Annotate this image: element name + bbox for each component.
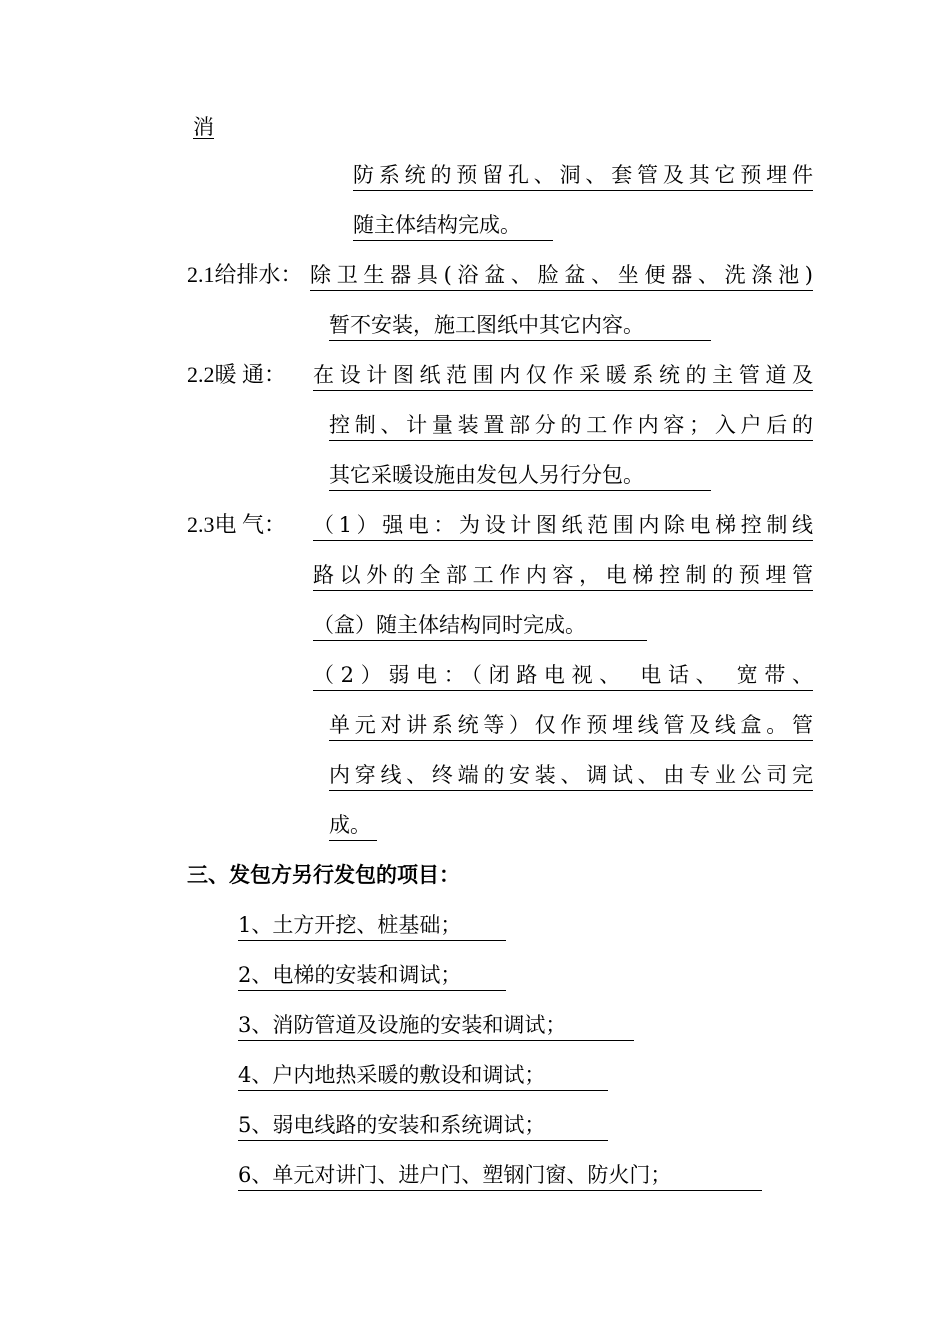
section-2-3-line-1: （1）强电：为设计图纸范围内除电梯控制线 xyxy=(313,513,813,537)
section-2-3-line-6: 内穿线、终端的安装、调试、由专业公司完 xyxy=(329,763,813,787)
underline xyxy=(238,990,506,991)
section-3-item-5: 5、弱电线路的安装和系统调试； xyxy=(238,1113,546,1137)
underline xyxy=(313,590,813,591)
underline xyxy=(313,540,813,541)
underline xyxy=(238,1140,608,1141)
section-2-3-line-5: 单元对讲系统等）仅作预埋线管及线盒。管 xyxy=(329,713,813,737)
section-2-2-line-3: 其它采暖设施由发包人另行分包。 xyxy=(329,463,644,487)
section-2-3-line-2: 路以外的全部工作内容，电梯控制的预埋管 xyxy=(313,563,813,587)
section-2-1-line-1: 除卫生器具(浴盆、脸盆、坐便器、洗涤池) xyxy=(310,263,813,287)
section-3-item-6: 6、单元对讲门、进户门、塑钢门窗、防火门； xyxy=(238,1163,672,1187)
text-line-fire-start: 消 xyxy=(193,115,214,139)
underline xyxy=(238,940,506,941)
underline xyxy=(353,240,553,241)
fire-line-1: 防系统的预留孔、洞、套管及其它预埋件 xyxy=(353,163,813,187)
section-2-2-line-2: 控制、计量装置部分的工作内容；入户后的 xyxy=(329,413,813,437)
underline xyxy=(329,840,377,841)
underline xyxy=(329,440,813,441)
underline xyxy=(238,1090,608,1091)
underline xyxy=(310,290,813,291)
underline xyxy=(313,640,647,641)
section-3-item-2: 2、电梯的安装和调试； xyxy=(238,963,462,987)
underline xyxy=(329,740,813,741)
section-3-item-4: 4、户内地热采暖的敷设和调试； xyxy=(238,1063,546,1087)
section-2-3-line-3: （盒）随主体结构同时完成。 xyxy=(313,613,586,637)
section-3-item-1: 1、土方开挖、桩基础； xyxy=(238,913,462,937)
section-2-1-line-2: 暂不安装，施工图纸中其它内容。 xyxy=(329,313,644,337)
underline xyxy=(238,1040,634,1041)
underline xyxy=(353,190,813,191)
fire-line-2: 随主体结构完成。 xyxy=(353,213,521,237)
underline xyxy=(329,490,711,491)
underline xyxy=(238,1190,762,1191)
underline xyxy=(313,690,813,691)
section-3-item-3: 3、消防管道及设施的安装和调试； xyxy=(238,1013,567,1037)
underline xyxy=(329,790,813,791)
section-2-3-label: 2.3电 气： xyxy=(187,512,287,537)
section-2-1-label: 2.1给排水： xyxy=(187,262,303,287)
section-2-2-line-1: 在设计图纸范围内仅作采暖系统的主管道及 xyxy=(313,363,813,387)
section-2-3-line-7: 成。 xyxy=(329,813,371,837)
underline xyxy=(313,390,813,391)
section-2-2-label: 2.2暖 通： xyxy=(187,362,287,387)
section-3-heading: 三、发包方另行发包的项目： xyxy=(187,863,460,887)
underline xyxy=(329,340,711,341)
section-2-3-line-4: （2）弱电：（闭路电视、 电话、 宽带、 xyxy=(313,663,813,687)
